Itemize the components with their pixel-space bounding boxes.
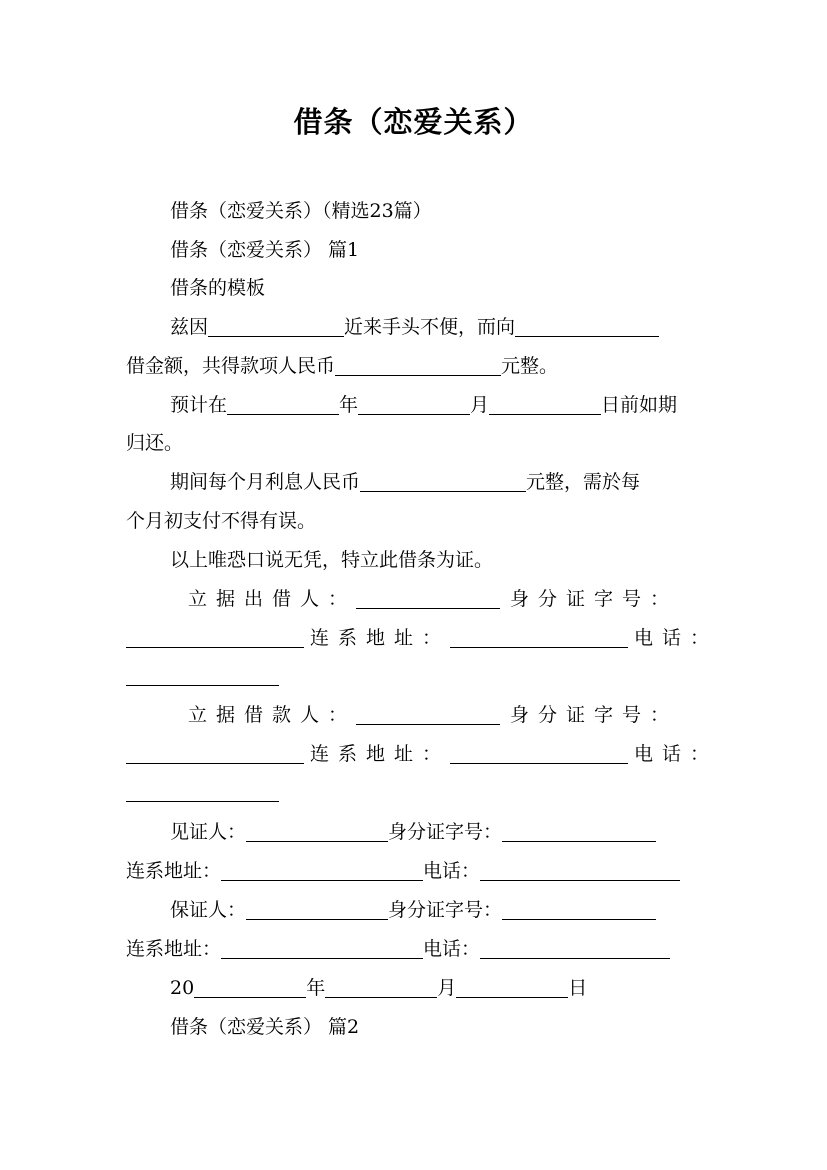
borrower-id-field[interactable] [126, 741, 304, 764]
paragraph-line: 归还。 [126, 432, 184, 454]
paragraph-line: 以上唯恐口说无凭，特立此借条为证。 [170, 549, 494, 571]
blank-field[interactable] [358, 392, 470, 415]
guarantor-contact-line: 连系地址： 电话： [126, 930, 702, 968]
blank-field[interactable] [515, 314, 659, 337]
borrower-phone-field[interactable] [126, 779, 279, 802]
borrower-address-field[interactable] [450, 741, 628, 764]
year-field[interactable] [194, 975, 306, 998]
lender-phone-field[interactable] [126, 663, 279, 686]
paragraph-line: 预计在 年 月 日前如期 [170, 394, 678, 416]
borrower-phone-line [126, 773, 702, 811]
lender-contact-line: 连系地址： 电话： [126, 619, 702, 657]
lender-address-field[interactable] [450, 625, 628, 648]
section-heading-1: 借条（恋爱关系） 篇1 [170, 239, 360, 261]
borrower-line: 立据借款人： 身分证字号： [188, 704, 679, 726]
blank-field[interactable] [489, 392, 601, 415]
guarantor-line: 保证人： 身分证字号： [126, 891, 702, 929]
lender-line: 立据出借人： 身分证字号： [188, 588, 679, 610]
template-heading: 借条的模板 [170, 277, 266, 299]
borrower-contact-line: 连系地址： 电话： [126, 735, 702, 773]
month-field[interactable] [325, 975, 437, 998]
date-line: 20 年 月 日 [170, 977, 588, 999]
lender-name-field[interactable] [356, 586, 500, 609]
blank-field[interactable] [208, 314, 344, 337]
paragraph-line: 借金额，共得款项人民币 元整。 [126, 355, 559, 377]
paragraph-line: 期间每个月利息人民币 元整，需於每 [170, 471, 641, 493]
witness-line: 见证人： 身分证字号： [126, 813, 702, 851]
lender-id-field[interactable] [126, 625, 304, 648]
guarantor-name-field[interactable] [246, 897, 388, 920]
section-heading-2: 借条（恋爱关系） 篇2 [170, 1016, 360, 1038]
blank-field[interactable] [360, 469, 526, 492]
day-field[interactable] [456, 975, 568, 998]
witness-phone-field[interactable] [480, 858, 680, 881]
paragraph-line: 兹因 近来手头不便，而向 [126, 308, 702, 346]
witness-name-field[interactable] [246, 819, 388, 842]
document-title: 借条（恋爱关系） [293, 105, 534, 139]
witness-id-field[interactable] [502, 819, 656, 842]
witness-contact-line: 连系地址： 电话： [126, 852, 702, 890]
lender-phone-line [126, 657, 702, 695]
guarantor-address-field[interactable] [221, 936, 423, 959]
borrower-name-field[interactable] [356, 702, 500, 725]
witness-address-field[interactable] [221, 858, 423, 881]
paragraph-line: 个月初支付不得有误。 [126, 510, 317, 532]
blank-field[interactable] [227, 392, 339, 415]
guarantor-id-field[interactable] [502, 897, 656, 920]
blank-field[interactable] [335, 353, 501, 376]
guarantor-phone-field[interactable] [480, 936, 670, 959]
subtitle: 借条（恋爱关系）（精选23篇） [170, 200, 432, 222]
